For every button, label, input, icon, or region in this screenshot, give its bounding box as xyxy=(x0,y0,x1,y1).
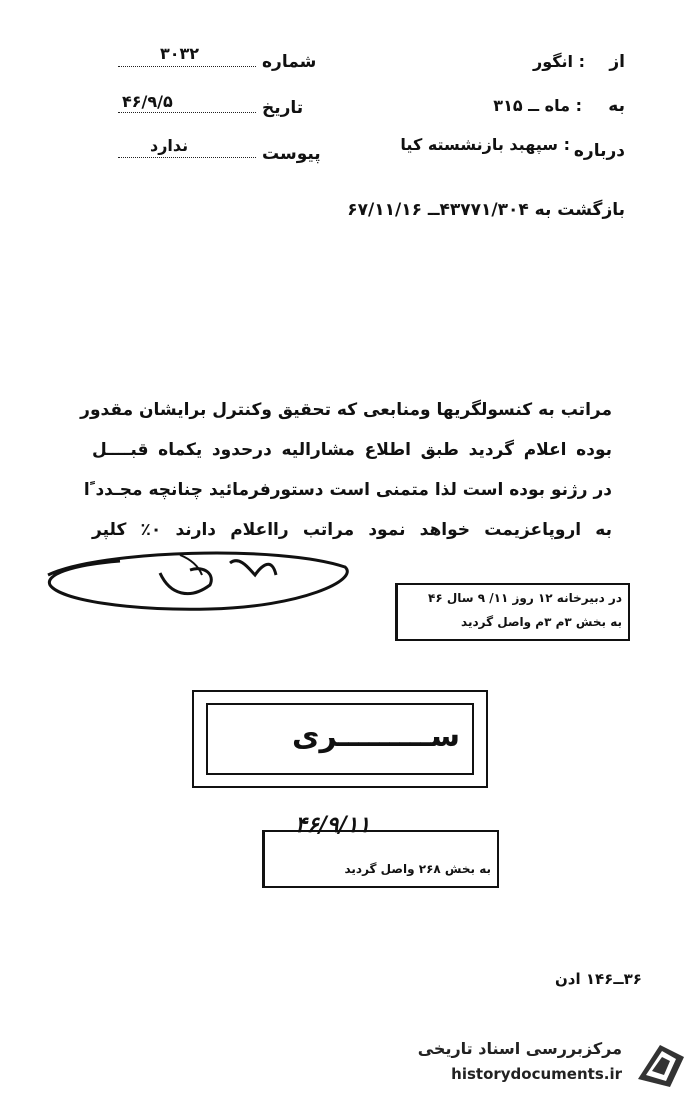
watermark-url: historydocuments.ir xyxy=(451,1065,622,1083)
watermark xyxy=(395,1035,700,1093)
number-dotted-line xyxy=(118,66,256,67)
number-value: ۳۰۳۲ xyxy=(160,44,200,63)
from-label: از xyxy=(609,52,625,72)
attachment-label: پیوست xyxy=(262,144,321,164)
section-stamp xyxy=(262,830,499,888)
from-value: : انگور xyxy=(532,52,585,71)
received-stamp xyxy=(395,583,630,641)
footer-code: ۳۶ــ۱۴۶ ادن xyxy=(555,970,642,988)
body-line-4: به اروپاعزیمت خواهد نمود مراتب رااعلام دارند ۰٪ کلپر xyxy=(92,520,612,540)
secret-label: ســـــــــری xyxy=(292,719,460,754)
body-line-2: بوده اعلام گردید طبق اطلاع مشارالیه درحدود یکماه قبــــل xyxy=(92,440,612,460)
body-line-1: مراتب به کنسولگریها ومنابعی که تحقیق وکنترل برایشان مقدور xyxy=(80,400,612,420)
about-label: درباره xyxy=(573,141,625,161)
to-value: : ماه ــ ۳۱۵ xyxy=(493,96,582,115)
to-label: به xyxy=(608,96,625,116)
date-value: ۴۶/۹/۵ xyxy=(122,92,173,111)
handwritten-date: ۴۶/۹/۱۱ xyxy=(295,812,371,838)
attachment-dotted-line xyxy=(118,157,256,158)
watermark-title: مرکزبررسی اسناد تاریخی xyxy=(417,1039,622,1058)
secret-box-outer xyxy=(192,690,488,788)
body-line-3: در رژنو بوده است لذا متمنی است دستورفرمائید چنانچه مجـدد ًا xyxy=(83,480,612,500)
watermark-logo-icon xyxy=(630,1037,692,1091)
number-label: شماره xyxy=(262,52,317,72)
date-dotted-line xyxy=(118,112,256,113)
reference-line: بازگشت به ۴۳۷۷۱/۳۰۴ــ ۶۷/۱۱/۱۶ xyxy=(347,200,625,220)
section-stamp-line-2: به بخش ۲۶۸ واصل گردید xyxy=(344,862,491,876)
attachment-value: ندارد xyxy=(150,136,189,155)
date-label: تاریخ xyxy=(262,98,304,118)
about-value: : سپهبد بازنشسته کیا xyxy=(400,135,570,154)
signature-scribble xyxy=(40,545,360,625)
received-stamp-line-1: در دبیرخانه ۱۲ روز ۱۱/ ۹ سال ۴۶ xyxy=(428,591,622,605)
secret-box-inner xyxy=(206,703,474,775)
received-stamp-line-2: به بخش ۳م ۳م واصل گردید xyxy=(461,615,622,629)
